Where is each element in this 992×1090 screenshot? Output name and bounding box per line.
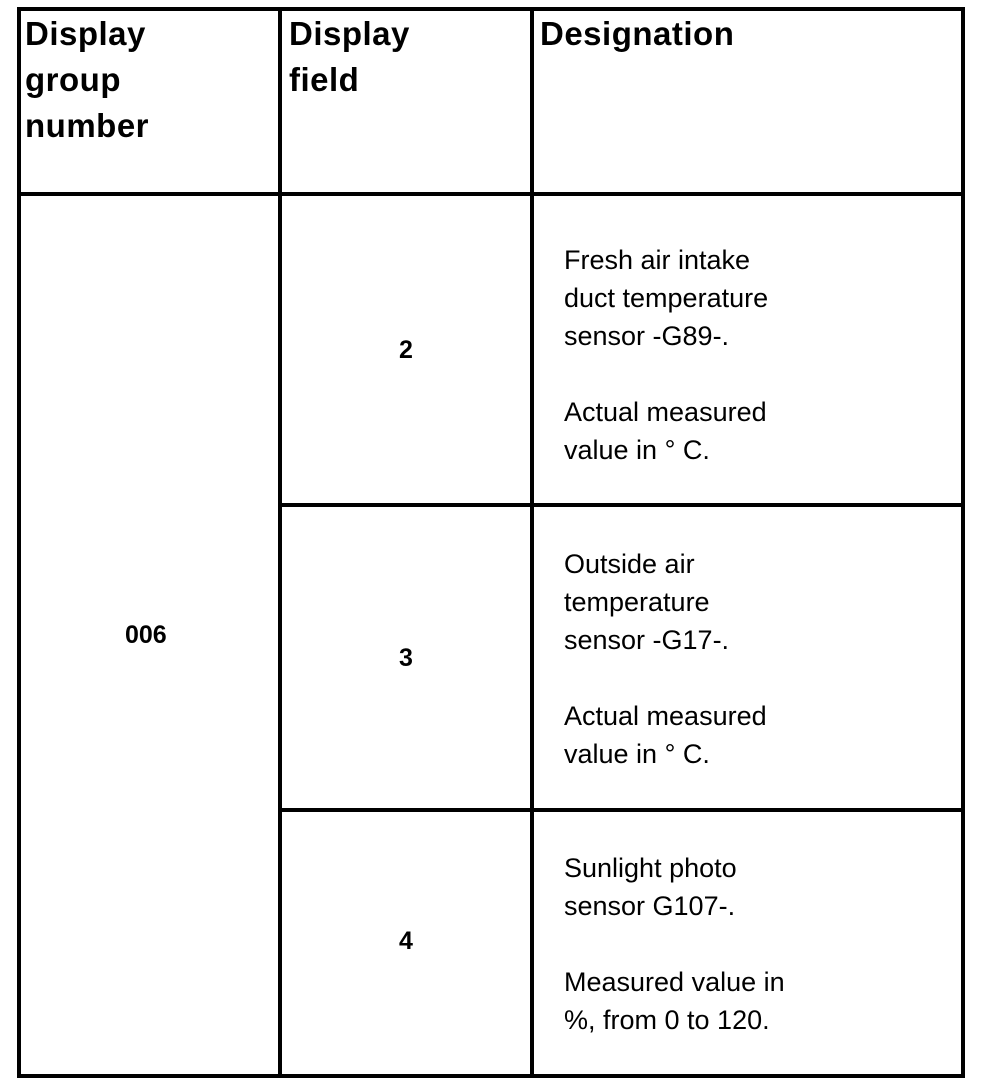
- row-3-field: 3: [399, 644, 413, 672]
- header-divider: [17, 192, 965, 196]
- row-4-designation: Sunlight photo sensor G107-.: [564, 853, 737, 921]
- group-number-value: 006: [125, 621, 167, 649]
- table-border-bottom: [17, 1074, 965, 1078]
- header-designation: Designation: [540, 15, 735, 52]
- table-border-right: [961, 7, 965, 1078]
- column-divider-2: [530, 7, 534, 1078]
- row-divider-1: [278, 503, 965, 507]
- row-2-note: Actual measured value in ° C.: [564, 397, 767, 465]
- row-4-field: 4: [399, 927, 413, 955]
- row-3-note: Actual measured value in ° C.: [564, 701, 767, 769]
- column-divider-1: [278, 7, 282, 1078]
- row-4-note: Measured value in %, from 0 to 120.: [564, 967, 785, 1035]
- row-2-field: 2: [399, 336, 413, 364]
- header-display-group-number: Display group number: [25, 15, 150, 144]
- table-border-top: [17, 7, 965, 11]
- row-2-designation: Fresh air intake duct temperature sensor -G89-.: [564, 245, 769, 351]
- row-3-designation: Outside air temperature sensor -G17-.: [564, 549, 730, 655]
- header-display-field: Display field: [289, 15, 410, 98]
- row-divider-2: [278, 808, 965, 812]
- table-border-left: [17, 7, 21, 1078]
- display-group-table: [17, 7, 965, 1078]
